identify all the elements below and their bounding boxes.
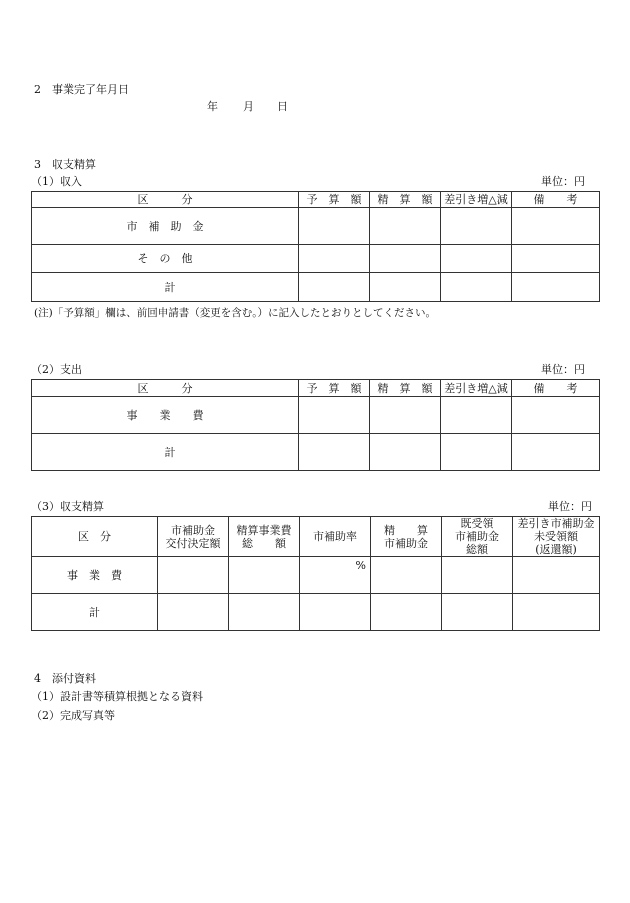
table-cell xyxy=(441,434,512,471)
table-cell xyxy=(299,208,370,245)
settlement-header-category xyxy=(32,517,158,557)
expense-header-remarks: 備 考 xyxy=(512,380,600,397)
subsidy-rate-percent: % xyxy=(300,557,371,594)
header-line: 差引き市補助金 xyxy=(517,517,595,530)
header-line: (返還額) xyxy=(535,543,577,556)
header-line: 精 算 xyxy=(384,523,428,537)
expense-table xyxy=(31,379,600,471)
table-cell xyxy=(370,245,441,273)
attachment-item: （1）設計書等積算根拠となる資料 xyxy=(31,690,203,703)
table-row xyxy=(32,273,600,302)
table-cell xyxy=(512,273,600,302)
expense-header-row xyxy=(32,380,600,397)
date-day-label: 日 xyxy=(277,100,288,113)
table-cell xyxy=(441,245,512,273)
expense-header-difference: 差引き増△減 xyxy=(441,380,512,397)
table-cell xyxy=(371,557,442,594)
table-cell xyxy=(441,273,512,302)
expense-row-project-cost: 事 業 費 xyxy=(32,397,299,434)
table-cell xyxy=(229,557,300,594)
settlement-title: （3）収支精算 xyxy=(31,500,104,513)
income-title: （1）収入 xyxy=(31,175,82,188)
table-row xyxy=(32,245,600,273)
header-line: 市補助金 xyxy=(455,530,499,543)
settlement-header-subsidy-rate xyxy=(300,517,371,557)
table-cell xyxy=(513,557,600,594)
settlement-header-received-total xyxy=(442,517,513,557)
table-cell xyxy=(442,594,513,631)
table-cell xyxy=(370,434,441,471)
table-cell xyxy=(299,397,370,434)
table-cell xyxy=(512,434,600,471)
income-header-settled: 精 算 額 xyxy=(370,192,441,208)
income-row-total: 計 xyxy=(32,273,299,302)
table-row xyxy=(32,557,600,594)
attachment-item: （2）完成写真等 xyxy=(31,709,115,722)
header-line: 市補助金 xyxy=(384,536,428,550)
expense-header-budget: 予 算 額 xyxy=(299,380,370,397)
settlement-header-row xyxy=(32,517,600,557)
table-row xyxy=(32,397,600,434)
expense-row-total: 計 xyxy=(32,434,299,471)
income-header-budget: 予 算 額 xyxy=(299,192,370,208)
settlement-row-project-cost: 事 業 費 xyxy=(32,557,158,594)
table-cell xyxy=(370,273,441,302)
header-line: 既受領 xyxy=(460,517,494,530)
header-line: 総 額 xyxy=(242,536,286,550)
table-cell xyxy=(442,557,513,594)
header-line: 市補助金 xyxy=(171,523,215,537)
table-cell xyxy=(370,397,441,434)
expense-header-settled: 精 算 額 xyxy=(370,380,441,397)
settlement-header-grant-decision xyxy=(158,517,229,557)
settlement-header-settled-subsidy xyxy=(371,517,442,557)
table-cell xyxy=(512,397,600,434)
section4-heading: 4 添付資料 xyxy=(34,672,96,685)
table-cell xyxy=(513,594,600,631)
header-line: 区 分 xyxy=(78,530,111,543)
table-cell xyxy=(158,594,229,631)
income-header-remarks: 備 考 xyxy=(512,192,600,208)
settlement-unit: 単位：円 xyxy=(548,500,592,513)
table-cell xyxy=(441,208,512,245)
income-row-subsidy: 市 補 助 金 xyxy=(32,208,299,245)
table-row xyxy=(32,434,600,471)
header-line: 未受領額 xyxy=(534,530,578,543)
table-cell xyxy=(158,557,229,594)
income-unit: 単位：円 xyxy=(541,175,585,188)
table-row xyxy=(32,594,600,631)
income-note: (注)「予算額」欄は、前回申請書（変更を含む。）に記入したとおりとしてください。 xyxy=(34,307,436,319)
settlement-table xyxy=(31,516,600,631)
table-cell xyxy=(512,208,600,245)
settlement-row-total: 計 xyxy=(32,594,158,631)
header-line: 市補助率 xyxy=(313,530,357,543)
date-month-label: 月 xyxy=(243,100,254,113)
table-cell xyxy=(229,594,300,631)
income-header-row xyxy=(32,192,600,208)
table-cell xyxy=(370,208,441,245)
table-cell xyxy=(441,397,512,434)
settlement-header-settled-cost xyxy=(229,517,300,557)
header-line: 交付決定額 xyxy=(165,536,221,550)
header-line: 精算事業費 xyxy=(236,523,292,537)
income-header-category: 区 分 xyxy=(32,192,299,208)
income-row-other: そ の 他 xyxy=(32,245,299,273)
table-cell xyxy=(512,245,600,273)
table-cell xyxy=(299,245,370,273)
section3-heading: 3 収支精算 xyxy=(34,158,96,171)
table-row xyxy=(32,208,600,245)
table-cell xyxy=(300,594,371,631)
table-cell xyxy=(371,594,442,631)
table-cell xyxy=(299,273,370,302)
income-header-difference: 差引き増△減 xyxy=(441,192,512,208)
section2-heading: 2 事業完了年月日 xyxy=(34,83,129,96)
date-year-label: 年 xyxy=(207,100,218,113)
expense-unit: 単位：円 xyxy=(541,363,585,376)
expense-title: （2）支出 xyxy=(31,363,82,376)
table-cell xyxy=(299,434,370,471)
income-table xyxy=(31,191,600,302)
settlement-header-unreceived xyxy=(513,517,600,557)
header-line: 総額 xyxy=(466,543,488,556)
expense-header-category: 区 分 xyxy=(32,380,299,397)
